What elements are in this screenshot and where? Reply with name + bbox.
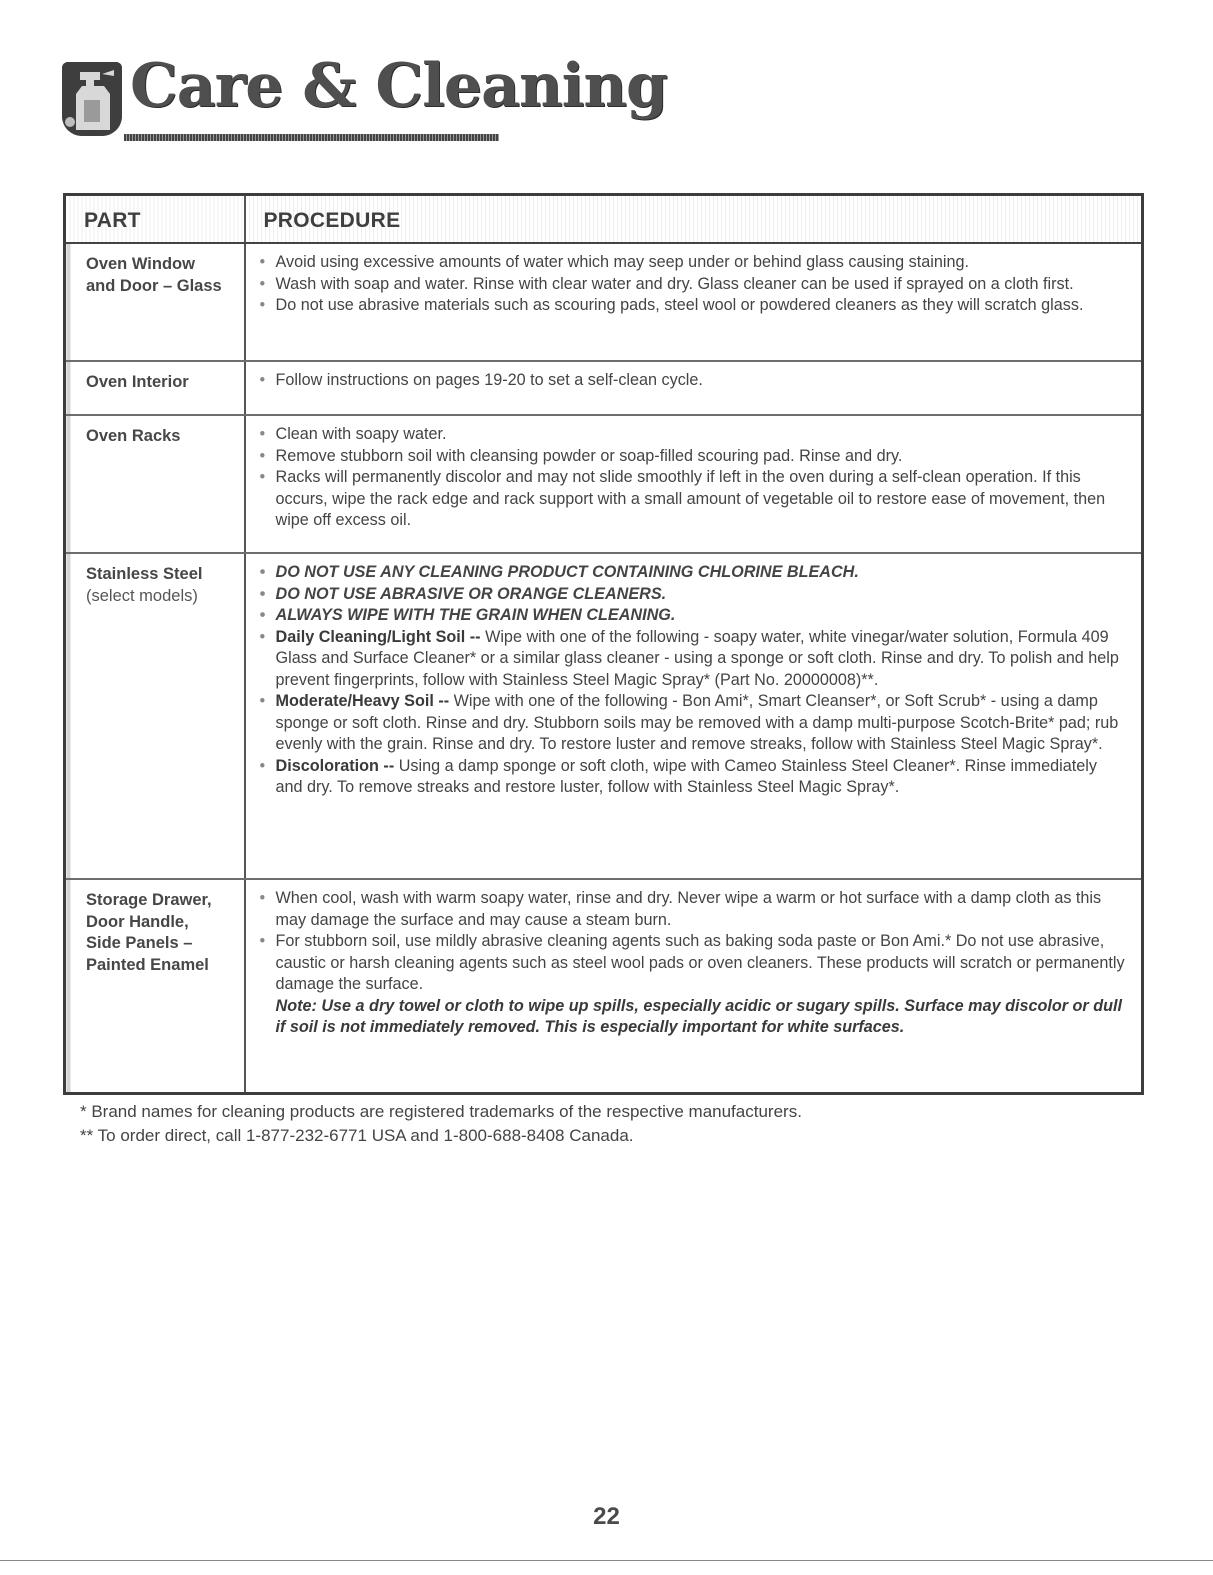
part-cell-oven-window [65, 243, 245, 361]
table-row [65, 553, 1143, 879]
care-cleaning-table [63, 193, 1144, 1095]
procedure-item-discoloration [254, 756, 1128, 799]
column-header-procedure: PROCEDURE [245, 195, 1143, 244]
procedure-cell [245, 415, 1143, 553]
procedure-item-heavy [254, 691, 1128, 756]
page-bottom-rule [0, 1560, 1213, 1561]
heavy-label: Moderate/Heavy Soil -- [275, 692, 450, 710]
part-label: and Door – Glass [86, 276, 222, 295]
procedure-item [254, 931, 1128, 1039]
daily-label: Daily Cleaning/Light Soil -- [275, 627, 481, 646]
part-label: Painted Enamel [86, 955, 209, 974]
footnotes [80, 1100, 802, 1148]
part-label: Oven Racks [86, 427, 181, 445]
part-label: Storage Drawer, [86, 891, 212, 909]
part-sublabel: (select models) [86, 586, 198, 605]
daily-text: Wipe with one of the following - soapy water, white vinegar/water solution, Formula 409 Glass and Surface Cleaner* or a similar glass cleaner - using a sponge or soft cloth. Rinse and dry. To polish and help prevent fingerprints, follow with Stainless Steel Magic Spray* (Part No. 20000008)**. [275, 627, 1119, 689]
title-underline [124, 134, 499, 141]
procedure-item: • Wash with soap and water. Rinse with clear water and dry. Glass cleaner can be used if sprayed on a cloth first. [254, 274, 1128, 296]
procedure-cell [245, 879, 1143, 1094]
spray-bottle-icon [62, 62, 122, 136]
part-cell-stainless-steel [65, 553, 245, 879]
footnote-trademarks: * Brand names for cleaning products are registered trademarks of the respective manufacturers. [80, 1102, 802, 1121]
procedure-item: • Follow instructions on pages 19-20 to set a self-clean cycle. [254, 370, 1128, 392]
part-cell-oven-racks [65, 415, 245, 553]
table-row [65, 415, 1143, 553]
warning-item: • ALWAYS WIPE WITH THE GRAIN WHEN CLEANING. [254, 605, 1128, 627]
table-row [65, 361, 1143, 415]
procedure-item: • Do not use abrasive materials such as scouring pads, steel wool or powdered cleaners as they will scratch glass. [254, 295, 1128, 317]
warning-item: • DO NOT USE ABRASIVE OR ORANGE CLEANERS. [254, 584, 1128, 606]
discoloration-text: Using a damp sponge or soft cloth, wipe with Cameo Stainless Steel Cleaner*. Rinse immediately and dry. To remove streaks and restore luster, follow with Stainless Steel Magic Spray*. [275, 756, 1097, 796]
page-number: 22 [593, 1503, 620, 1530]
column-header-part: PART [65, 195, 245, 244]
page-title: Care & Cleaning [130, 51, 667, 121]
procedure-item-text: For stubborn soil, use mildly abrasive cleaning agents such as baking soda paste or Bon Ami.* Do not use abrasive, caustic or harsh cleaning agents such as steel wool pads or oven cleaners. These products will scratch or permanently damage the surface. [275, 932, 1125, 993]
procedure-item: • Avoid using excessive amounts of water which may seep under or behind glass causing staining. [254, 252, 1128, 274]
procedure-cell [245, 553, 1143, 879]
procedure-cell [245, 361, 1143, 415]
procedure-item-daily [254, 627, 1128, 692]
heavy-text: Wipe with one of the following - Bon Ami*, Smart Cleanser*, or Soft Scrub* - using a damp sponge or soft cloth. Rinse and dry. Stubborn soils may be removed with a damp multi-purpose Scotch-Brite* pad; rub evenly with the grain. Rinse and dry. To restore luster and remove streaks, follow with Stainless Steel Magic Spray*. [275, 692, 1119, 753]
part-label: Oven Window [86, 255, 195, 273]
table-row [65, 879, 1143, 1094]
procedure-item: • Clean with soapy water. [254, 424, 1128, 446]
procedure-item: • When cool, wash with warm soapy water, rinse and dry. Never wipe a warm or hot surface with a damp cloth as this may damage the surface and may cause a steam burn. [254, 888, 1128, 931]
warning-item: • DO NOT USE ANY CLEANING PRODUCT CONTAINING CHLORINE BLEACH. [254, 562, 1128, 584]
procedure-item: • Racks will permanently discolor and may not slide smoothly if left in the oven during a self-clean operation. If this occurs, wipe the rack edge and rack support with a small amount of vegetable oil to restore ease of movement, then wipe off excess oil. [254, 467, 1128, 532]
part-label: Stainless Steel [86, 565, 203, 583]
note-text: Note: Use a dry towel or cloth to wipe up spills, especially acidic or sugary spills. Surface may discolor or dull if soil is not immediately removed. This is especially important for white surfaces. [275, 996, 1122, 1036]
part-label: Side Panels – [86, 934, 193, 952]
part-cell-oven-interior [65, 361, 245, 415]
discoloration-label: Discoloration -- [275, 756, 395, 775]
procedure-cell [245, 243, 1143, 361]
footnote-order: ** To order direct, call 1-877-232-6771 USA and 1-800-688-8408 Canada. [80, 1126, 634, 1145]
table-row [65, 243, 1143, 361]
page-header [62, 51, 667, 146]
part-label: Door Handle, [86, 912, 189, 931]
part-label: Oven Interior [86, 373, 189, 391]
table-header-row [65, 195, 1143, 244]
part-cell-storage-drawer [65, 879, 245, 1094]
procedure-item: • Remove stubborn soil with cleansing powder or soap-filled scouring pad. Rinse and dry. [254, 446, 1128, 468]
